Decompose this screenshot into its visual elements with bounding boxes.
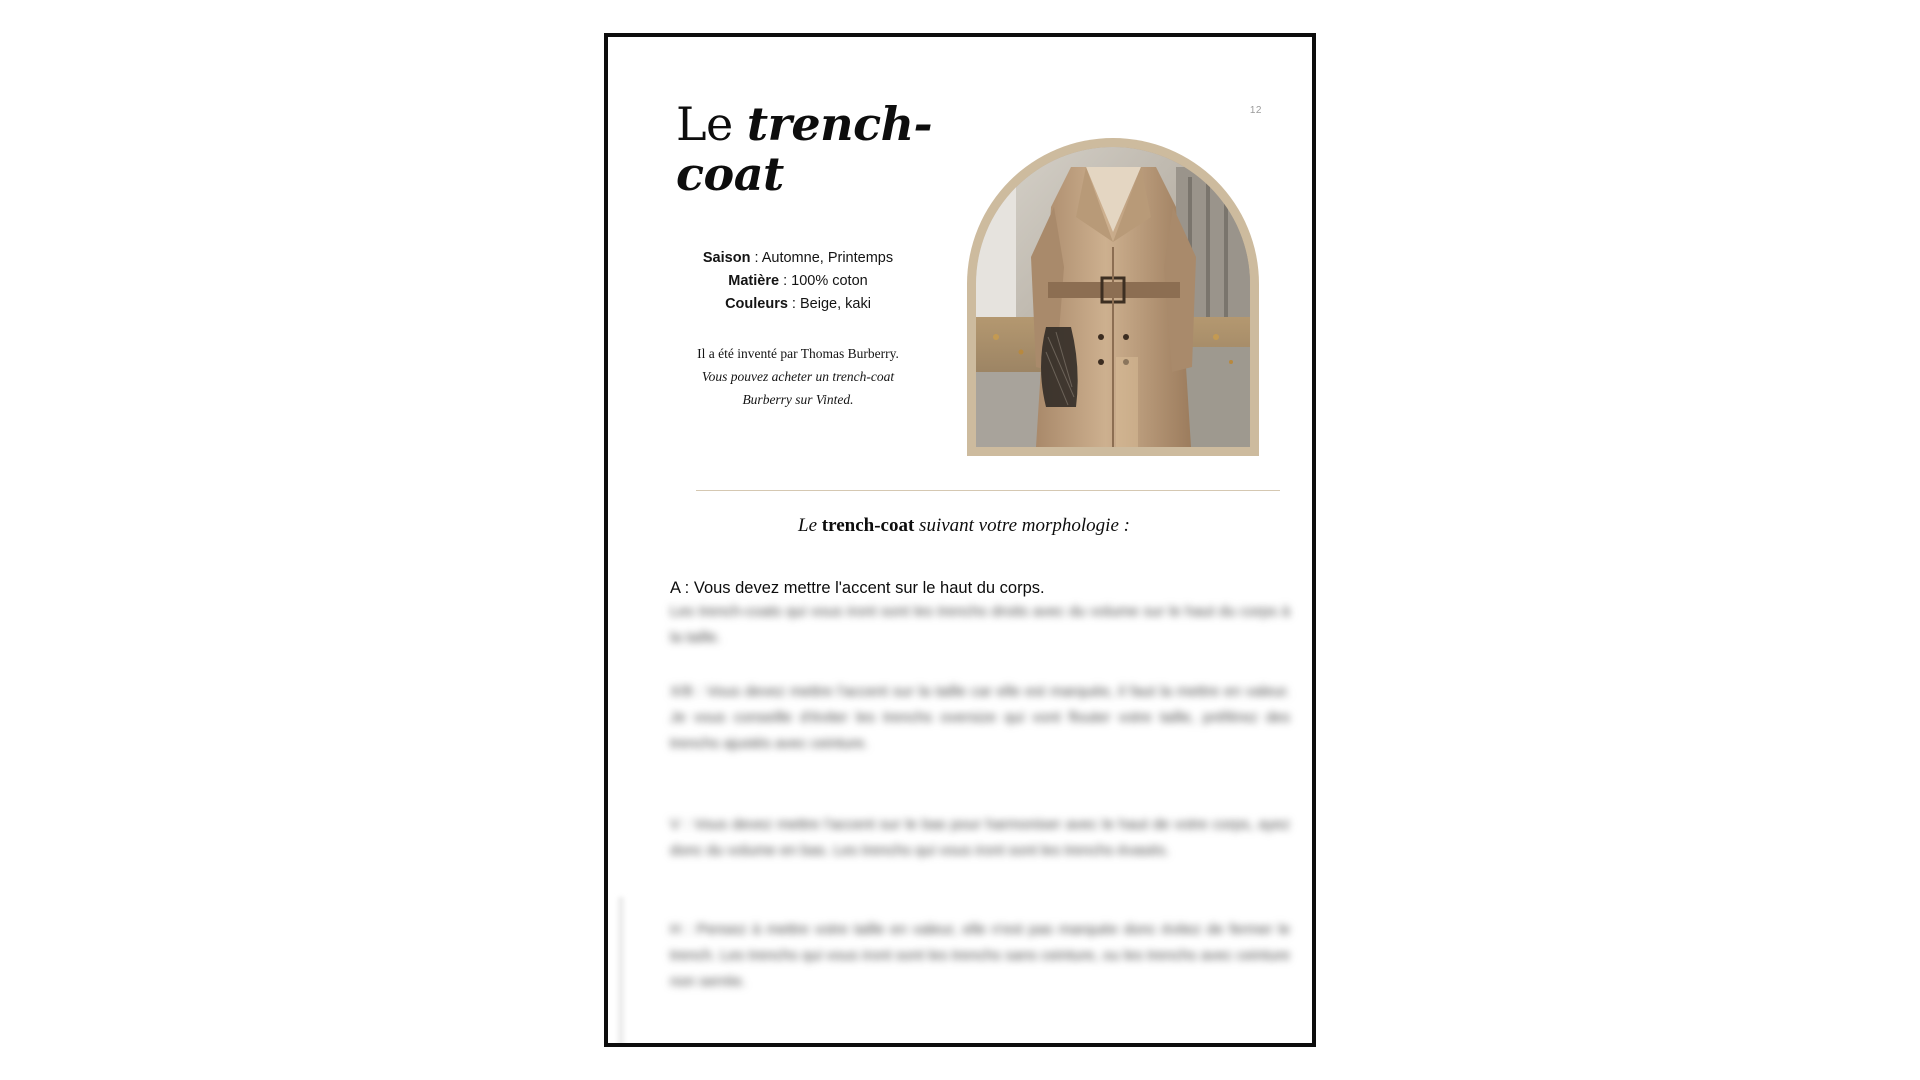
section-a-title: A : Vous devez mettre l'accent sur le haut du corps. [670,579,1045,597]
note-line-2: Vous pouvez acheter un trench-coat [701,369,895,384]
history-note [678,342,918,411]
blurred-paragraph-1: Les trench-coats qui vous iront sont les trenchs droits avec du volume sur le haut du corps à la taille. [670,603,1290,646]
arch-photo-frame [967,138,1259,456]
subtitle-bold: trench-coat [821,515,915,536]
section-divider [696,490,1280,491]
spec-material [668,270,928,293]
document-page [604,33,1316,1047]
spec-colors [668,293,928,316]
blurred-paragraph-3: V : Vous devez mettre l'accent sur le bas pour harmoniser avec le haut de votre corps, ayez donc du volume en bas. Les trenchs qui vous iront sont les trenchs évasés. [670,816,1290,859]
spec-material-label: Matière [728,273,780,289]
blurred-paragraph-4: H : Pensez à mettre votre taille en valeur, elle n'est pas marquée donc évitez de fermer le trench. Les trenchs qui vous iront sont les trenchs sans ceinture, ou les trenchs avec ceinture non serrée. [670,921,1290,990]
title-emphasis: trench-coat [676,97,933,201]
morphology-subtitle [648,515,1280,537]
spec-material-value: : 100% coton [779,273,868,289]
page-number: 12 [1249,105,1262,116]
page-title [676,99,936,199]
spec-colors-label: Couleurs [725,296,788,312]
spec-season-value: : Automne, Printemps [750,250,894,266]
spec-season [668,247,928,270]
trench-coat-photo [976,147,1250,447]
subtitle-post: suivant votre morphologie : [914,515,1130,536]
side-watermark [618,897,624,1047]
title-plain: Le [676,97,747,151]
spec-colors-value: : Beige, kaki [787,296,871,312]
spec-season-label: Saison [702,250,751,266]
note-line-3: Burberry sur Vinted. [742,392,854,407]
blurred-paragraph-2: X/8 : Vous devez mettre l'accent sur la taille car elle est marquée, il faut la mettre en valeur. Je vous conseille d'éviter les trenchs oversize qui vont flouter votre taille, préférez des trenchs ajustés avec ceinture. [670,683,1290,752]
specs-block [668,247,928,316]
note-line-1: Il a été inventé par Thomas Burberry. [697,346,899,361]
subtitle-pre: Le [798,515,822,536]
trench-coat-illustration [976,147,1250,447]
